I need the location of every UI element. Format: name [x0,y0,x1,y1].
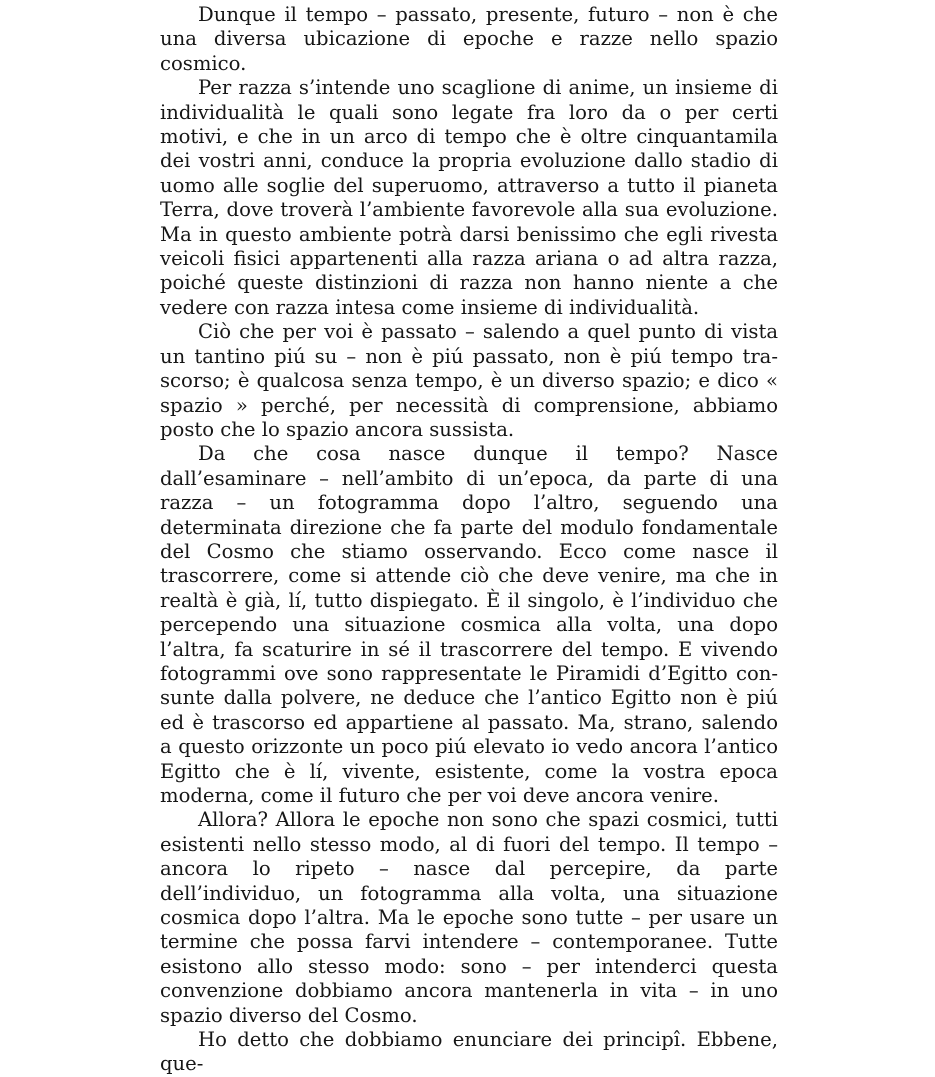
paragraph-2: Per razza s’intende uno scaglione di anime, un insieme di individualità le quali sono legate fra loro da o per certi motivi, e che in un arco di tempo che è oltre cinquantamila dei vostri anni, conduce la propria evoluzione dallo stadio di uomo alle soglie del superuomo, attraverso a tutto il pianeta Terra, dove troverà l’ambiente favorevole alla sua evoluzione. Ma in questo ambiente potrà darsi benissimo che egli rivesta veicoli fisici appartenenti alla razza ariana o ad altra razza, poiché queste distinzioni di razza non hanno niente a che vedere con razza intesa come insieme di individualità. [160,76,778,319]
paragraph-3: Ciò che per voi è passato – salendo a quel punto di vista un tantino piú su – non è piú passato, non è piú tempo trascorso; è qualcosa senza tempo, è un diverso spazio; e dico « spazio » perché, per necessità di comprensione, abbiamo posto che lo spazio ancora sussista. [160,320,778,441]
paragraph-5: Allora? Allora le epoche non sono che spazi cosmici, tutti esistenti nello stesso modo, al di fuori del tempo. Il tempo – ancora lo ripeto – nasce dal percepire, da parte dell’individuo, un fotogramma alla volta, una situazione cosmica dopo l’altra. Ma le epoche sono tutte – per usare un termine che possa farvi intendere – contemporanee. Tutte esistono allo stesso modo: sono – per intenderci questa convenzione dobbiamo ancora mantenerla in vita – in uno spazio diverso del Cosmo. [160,808,778,1027]
paragraph-4: Da che cosa nasce dunque il tempo? Nasce dall’esaminare – nell’ambito di un’epoca, da parte di una razza – un fotogramma dopo l’altro, seguendo una determinata direzione che fa parte del modulo fondamentale del Cosmo che stiamo osservando. Ecco come nasce il trascorrere, come si attende ciò che deve venire, ma che in realtà è già, lí, tutto dispiegato. È il singolo, è l’individuo che percependo una situazione cosmica alla volta, una dopo l’altra, fa scaturire in sé il trascorrere del tempo. E vivendo fotogrammi ove sono rappresentate le Piramidi d’Egitto consunte dalla polvere, ne deduce che l’antico Egitto non è piú ed è trascorso ed appartiene al passato. Ma, strano, salendo a questo orizzonte un poco piú elevato io vedo ancora l’antico Egitto che è lí, vivente, esistente, come la vostra epoca moderna, come il futuro che per voi deve ancora venire. [160,442,778,807]
paragraph-1: Dunque il tempo – passato, presente, futuro – non è che una diversa ubicazione di epoche e razze nello spazio cosmico. [160,3,778,75]
paragraph-6: Ho detto che dobbiamo enunciare dei principî. Ebbene, que- [160,1028,778,1076]
document-page [160,3,778,1077]
